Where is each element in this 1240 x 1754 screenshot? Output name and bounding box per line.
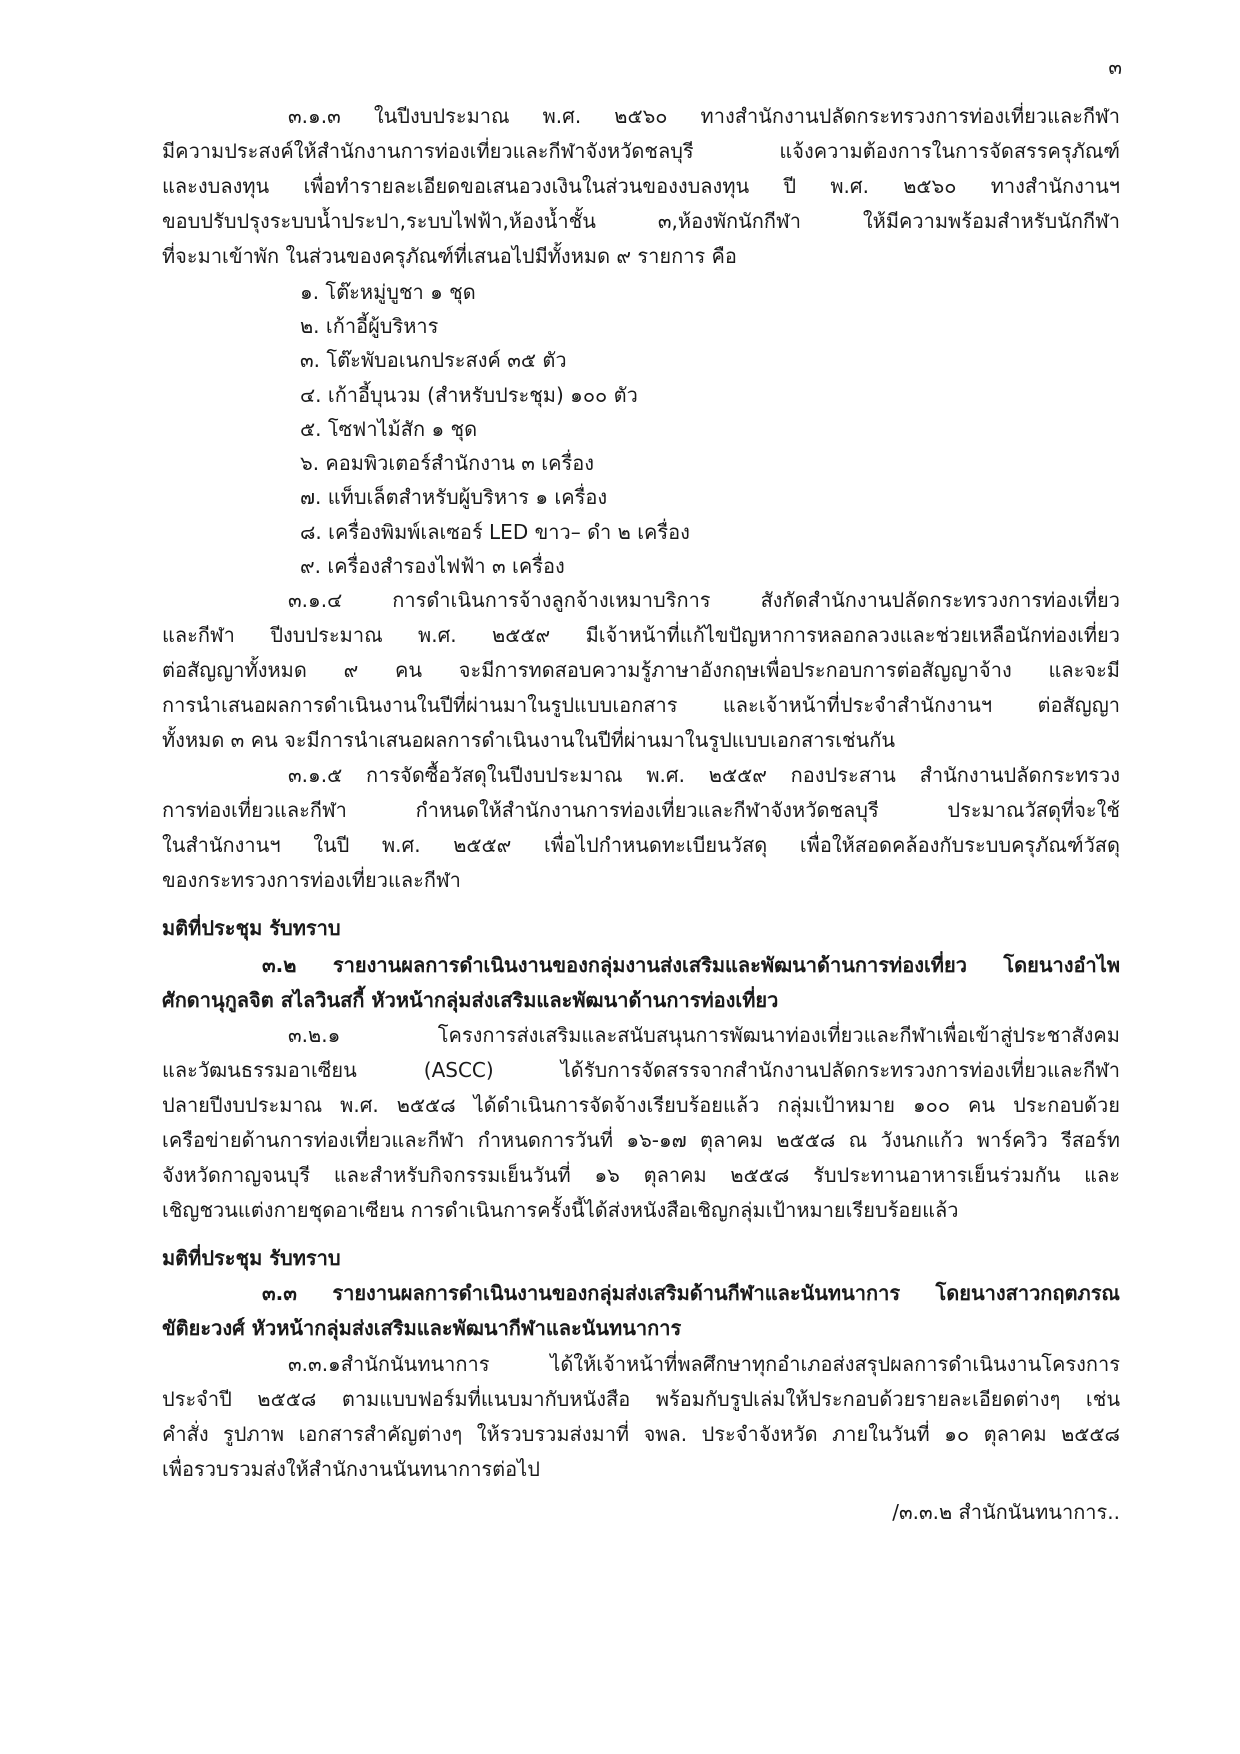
- section-heading: ขัติยะวงศ์ หัวหน้ากลุ่มส่งเสริมและพัฒนากีฬาและนันทนาการ: [162, 1316, 682, 1340]
- list-item: ๖. คอมพิวเตอร์สำนักงาน ๓ เครื่อง: [300, 451, 594, 475]
- paragraph-line: ๓.๓.๑สำนักนันทนาการ ได้ให้เจ้าหน้าที่พลศึกษาทุกอำเภอส่งสรุปผลการดำเนินงานโครงการ: [288, 1352, 1120, 1376]
- paragraph-line: ๓.๑.๕ การจัดซื้อวัสดุในปีงบประมาณ พ.ศ. ๒๕๕๙ กองประสาน สำนักงานปลัดกระทรวง: [288, 763, 1120, 787]
- paragraph-line: การนำเสนอผลการดำเนินงานในปีที่ผ่านมาในรูปแบบเอกสาร และเจ้าหน้าที่ประจำสำนักงานฯ ต่อสัญญา: [162, 693, 1120, 717]
- resolution-label: มติที่ประชุม รับทราบ: [162, 1246, 341, 1270]
- paragraph-line: ๓.๑.๔ การดำเนินการจ้างลูกจ้างเหมาบริการ สังกัดสำนักงานปลัดกระทรวงการท่องเที่ยว: [288, 588, 1120, 612]
- list-item: ๑. โต๊ะหมู่บูชา ๑ ชุด: [300, 280, 476, 304]
- paragraph-line: ประจำปี ๒๕๕๘ ตามแบบฟอร์มที่แนบมากับหนังสือ พร้อมกับรูปเล่มให้ประกอบด้วยรายละเอียดต่างๆ เช่น: [162, 1387, 1120, 1411]
- list-item: ๘. เครื่องพิมพ์เลเซอร์ LED ขาว– ดำ ๒ เครื่อง: [300, 520, 690, 544]
- list-item: ๓. โต๊ะพับอเนกประสงค์ ๓๕ ตัว: [300, 348, 567, 372]
- paragraph-line: ๓.๑.๓ ในปีงบประมาณ พ.ศ. ๒๕๖๐ ทางสำนักงานปลัดกระทรวงการท่องเที่ยวและกีฬา: [288, 104, 1120, 128]
- paragraph-line: การท่องเที่ยวและกีฬา กำหนดให้สำนักงานการท่องเที่ยวและกีฬาจังหวัดชลบุรี ประมาณวัสดุที่จะใช้: [162, 798, 1120, 822]
- resolution-label: มติที่ประชุม รับทราบ: [162, 916, 341, 940]
- paragraph-line: และงบลงทุน เพื่อทำรายละเอียดขอเสนอวงเงินในส่วนของงบลงทุน ปี พ.ศ. ๒๕๖๐ ทางสำนักงานฯ: [162, 174, 1120, 198]
- list-item: ๗. แท็บเล็ตสำหรับผู้บริหาร ๑ เครื่อง: [300, 485, 608, 509]
- paragraph-line: ทั้งหมด ๓ คน จะมีการนำเสนอผลการดำเนินงานในปีที่ผ่านมาในรูปแบบเอกสารเช่นกัน: [162, 728, 896, 752]
- paragraph-line: ปลายปีงบประมาณ พ.ศ. ๒๕๕๘ ได้ดำเนินการจัดจ้างเรียบร้อยแล้ว กลุ่มเป้าหมาย ๑๐๐ คน ประกอบด้วย: [162, 1093, 1120, 1117]
- section-heading: ๓.๓ รายงานผลการดำเนินงานของกลุ่มส่งเสริมด้านกีฬาและนันทนาการ โดยนางสาวกฤตภรณ: [262, 1281, 1120, 1305]
- paragraph-line: มีความประสงค์ให้สำนักงานการท่องเที่ยวและกีฬาจังหวัดชลบุรี แจ้งความต้องการในการจัดสรรครุภัณฑ์: [162, 139, 1120, 163]
- section-heading: ศักดานุกูลจิต สไลวินสกี้ หัวหน้ากลุ่มส่งเสริมและพัฒนาด้านการท่องเที่ยว: [162, 988, 779, 1012]
- paragraph-line: ในสำนักงานฯ ในปี พ.ศ. ๒๕๕๙ เพื่อไปกำหนดทะเบียนวัสดุ เพื่อให้สอดคล้องกับระบบครุภัณฑ์วัสดุ: [162, 833, 1120, 857]
- paragraph-line: เชิญชวนแต่งกายชุดอาเซียน การดำเนินการครั้งนี้ได้ส่งหนังสือเชิญกลุ่มเป้าหมายเรียบร้อยแล้ว: [162, 1198, 959, 1222]
- list-item: ๒. เก้าอี้ผู้บริหาร: [300, 314, 439, 338]
- page-number: ๓: [1108, 55, 1122, 79]
- paragraph-line: เพื่อรวบรวมส่งให้สำนักงานนันทนาการต่อไป: [162, 1457, 540, 1481]
- paragraph-line: ต่อสัญญาทั้งหมด ๙ คน จะมีการทดสอบความรู้ภาษาอังกฤษเพื่อประกอบการต่อสัญญาจ้าง และจะมี: [162, 658, 1120, 682]
- paragraph-line: และวัฒนธรรมอาเซียน (ASCC) ได้รับการจัดสรรจากสำนักงานปลัดกระทรวงการท่องเที่ยวและกีฬา: [162, 1058, 1120, 1082]
- section-heading: ๓.๒ รายงานผลการดำเนินงานของกลุ่มงานส่งเสริมและพัฒนาด้านการท่องเที่ยว โดยนางอำไพ: [262, 953, 1120, 977]
- paragraph-line: เครือข่ายด้านการท่องเที่ยวและกีฬา กำหนดการวันที่ ๑๖-๑๗ ตุลาคม ๒๕๕๘ ณ วังนกแก้ว พาร์ควิว รีสอร์ท: [162, 1128, 1120, 1152]
- paragraph-line: คำสั่ง รูปภาพ เอกสารสำคัญต่างๆ ให้รวบรวมส่งมาที่ จพล. ประจำจังหวัด ภายในวันที่ ๑๐ ตุลาคม ๒๕๕๘: [162, 1422, 1120, 1446]
- list-item: ๙. เครื่องสำรองไฟฟ้า ๓ เครื่อง: [300, 554, 565, 578]
- paragraph-line: ที่จะมาเข้าพัก ในส่วนของครุภัณฑ์ที่เสนอไปมีทั้งหมด ๙ รายการ คือ: [162, 244, 737, 268]
- paragraph-line: จังหวัดกาญจนบุรี และสำหรับกิจกรรมเย็นวันที่ ๑๖ ตุลาคม ๒๕๕๘ รับประทานอาหารเย็นร่วมกัน และ: [162, 1163, 1120, 1187]
- list-item: ๔. เก้าอี้บุนวม (สำหรับประชุม) ๑๐๐ ตัว: [300, 383, 638, 407]
- paragraph-line: ของกระทรวงการท่องเที่ยวและกีฬา: [162, 868, 461, 892]
- paragraph-line: ขอบปรับปรุงระบบน้ำประปา,ระบบไฟฟ้า,ห้องน้ำชั้น ๓,ห้องพักนักกีฬา ให้มีความพร้อมสำหรับนักกีฬา: [162, 209, 1120, 233]
- paragraph-line: ๓.๒.๑ โครงการส่งเสริมและสนับสนุนการพัฒนาท่องเที่ยวและกีฬาเพื่อเข้าสู่ประชาสังคม: [288, 1023, 1120, 1047]
- list-item: ๕. โซฟาไม้สัก ๑ ชุด: [300, 417, 478, 441]
- continuation-note: /๓.๓.๒ สำนักนันทนาการ..: [892, 1500, 1120, 1524]
- paragraph-line: และกีฬา ปีงบประมาณ พ.ศ. ๒๕๕๙ มีเจ้าหน้าที่แก้ไขปัญหาการหลอกลวงและช่วยเหลือนักท่องเที่ยว: [162, 623, 1120, 647]
